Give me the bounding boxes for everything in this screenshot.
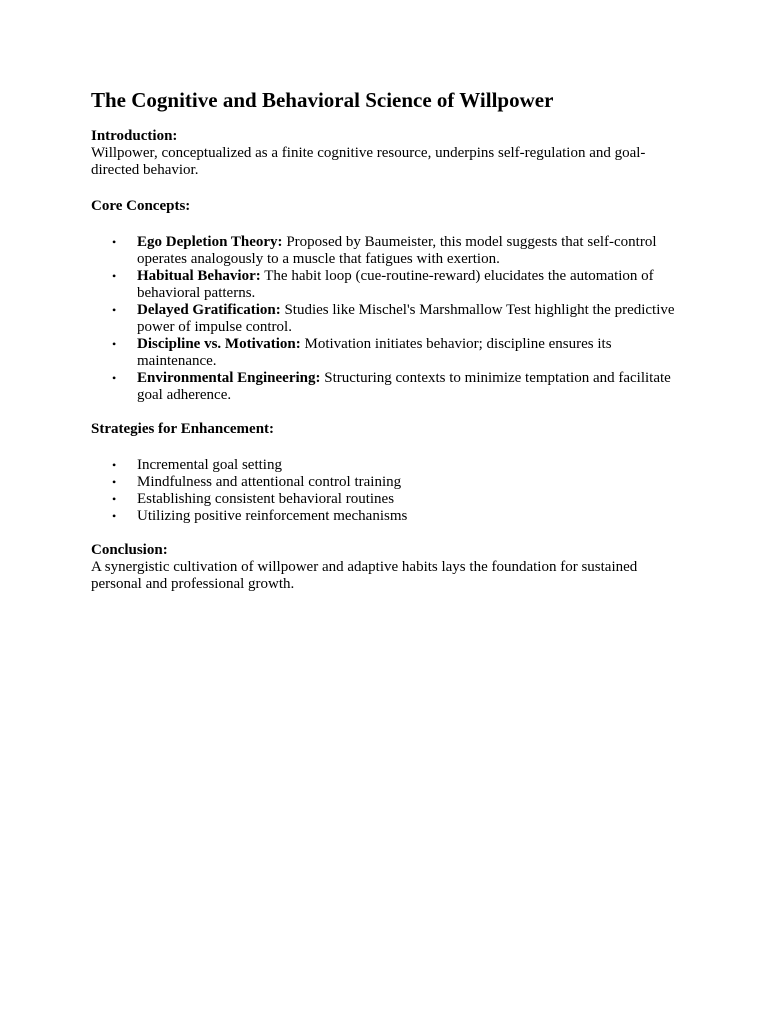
concept-text: Structuring contexts to minimize temptation and facilitate goal adherence. <box>137 370 671 403</box>
bullet-icon: • <box>112 475 117 489</box>
bullet-icon: • <box>112 458 117 472</box>
document-page <box>91 86 681 593</box>
list-item <box>91 508 681 525</box>
introduction-heading: Introduction: <box>91 128 178 144</box>
conclusion-text: A synergistic cultivation of willpower and adaptive habits lays the foundation for sustained personal and professional growth. <box>91 559 638 592</box>
list-item <box>91 457 681 474</box>
strategy-text: Mindfulness and attentional control training <box>137 474 402 490</box>
strategies-list <box>91 457 681 525</box>
bullet-icon: • <box>112 269 117 283</box>
strategy-text: Incremental goal setting <box>137 457 282 473</box>
list-item <box>91 491 681 508</box>
concept-text: Proposed by Baumeister, this model suggests that self-control operates analogously to a muscle that fatigues with exertion. <box>137 234 657 267</box>
core-concepts-list <box>91 234 681 404</box>
strategies-heading: Strategies for Enhancement: <box>91 421 275 437</box>
introduction-section <box>91 128 681 179</box>
strategy-text: Utilizing positive reinforcement mechanisms <box>137 508 408 524</box>
bullet-icon: • <box>112 492 117 506</box>
concept-term: Delayed Gratification: <box>137 302 281 318</box>
bullet-icon: • <box>112 509 117 523</box>
conclusion-heading: Conclusion: <box>91 542 168 558</box>
concept-text: Studies like Mischel's Marshmallow Test highlight the predictive power of impulse control. <box>137 302 675 335</box>
list-item <box>91 268 681 302</box>
concept-text: Motivation initiates behavior; discipline ensures its maintenance. <box>137 336 612 369</box>
bullet-icon: • <box>112 235 117 249</box>
concept-term: Discipline vs. Motivation: <box>137 336 301 352</box>
bullet-icon: • <box>112 337 117 351</box>
introduction-text: Willpower, conceptualized as a finite cognitive resource, underpins self-regulation and goal-directed behavior. <box>91 145 646 178</box>
bullet-icon: • <box>112 371 117 385</box>
core-concepts-heading: Core Concepts: <box>91 198 191 214</box>
list-item <box>91 370 681 404</box>
concept-term: Habitual Behavior: <box>137 268 261 284</box>
document-title: The Cognitive and Behavioral Science of Willpower <box>91 88 554 112</box>
list-item <box>91 302 681 336</box>
conclusion-section <box>91 542 681 593</box>
strategy-text: Establishing consistent behavioral routines <box>137 491 395 507</box>
concept-term: Ego Depletion Theory: <box>137 234 283 250</box>
concept-text: The habit loop (cue-routine-reward) elucidates the automation of behavioral patterns. <box>137 268 654 301</box>
bullet-icon: • <box>112 303 117 317</box>
list-item <box>91 336 681 370</box>
list-item <box>91 234 681 268</box>
concept-term: Environmental Engineering: <box>137 370 321 386</box>
list-item <box>91 474 681 491</box>
